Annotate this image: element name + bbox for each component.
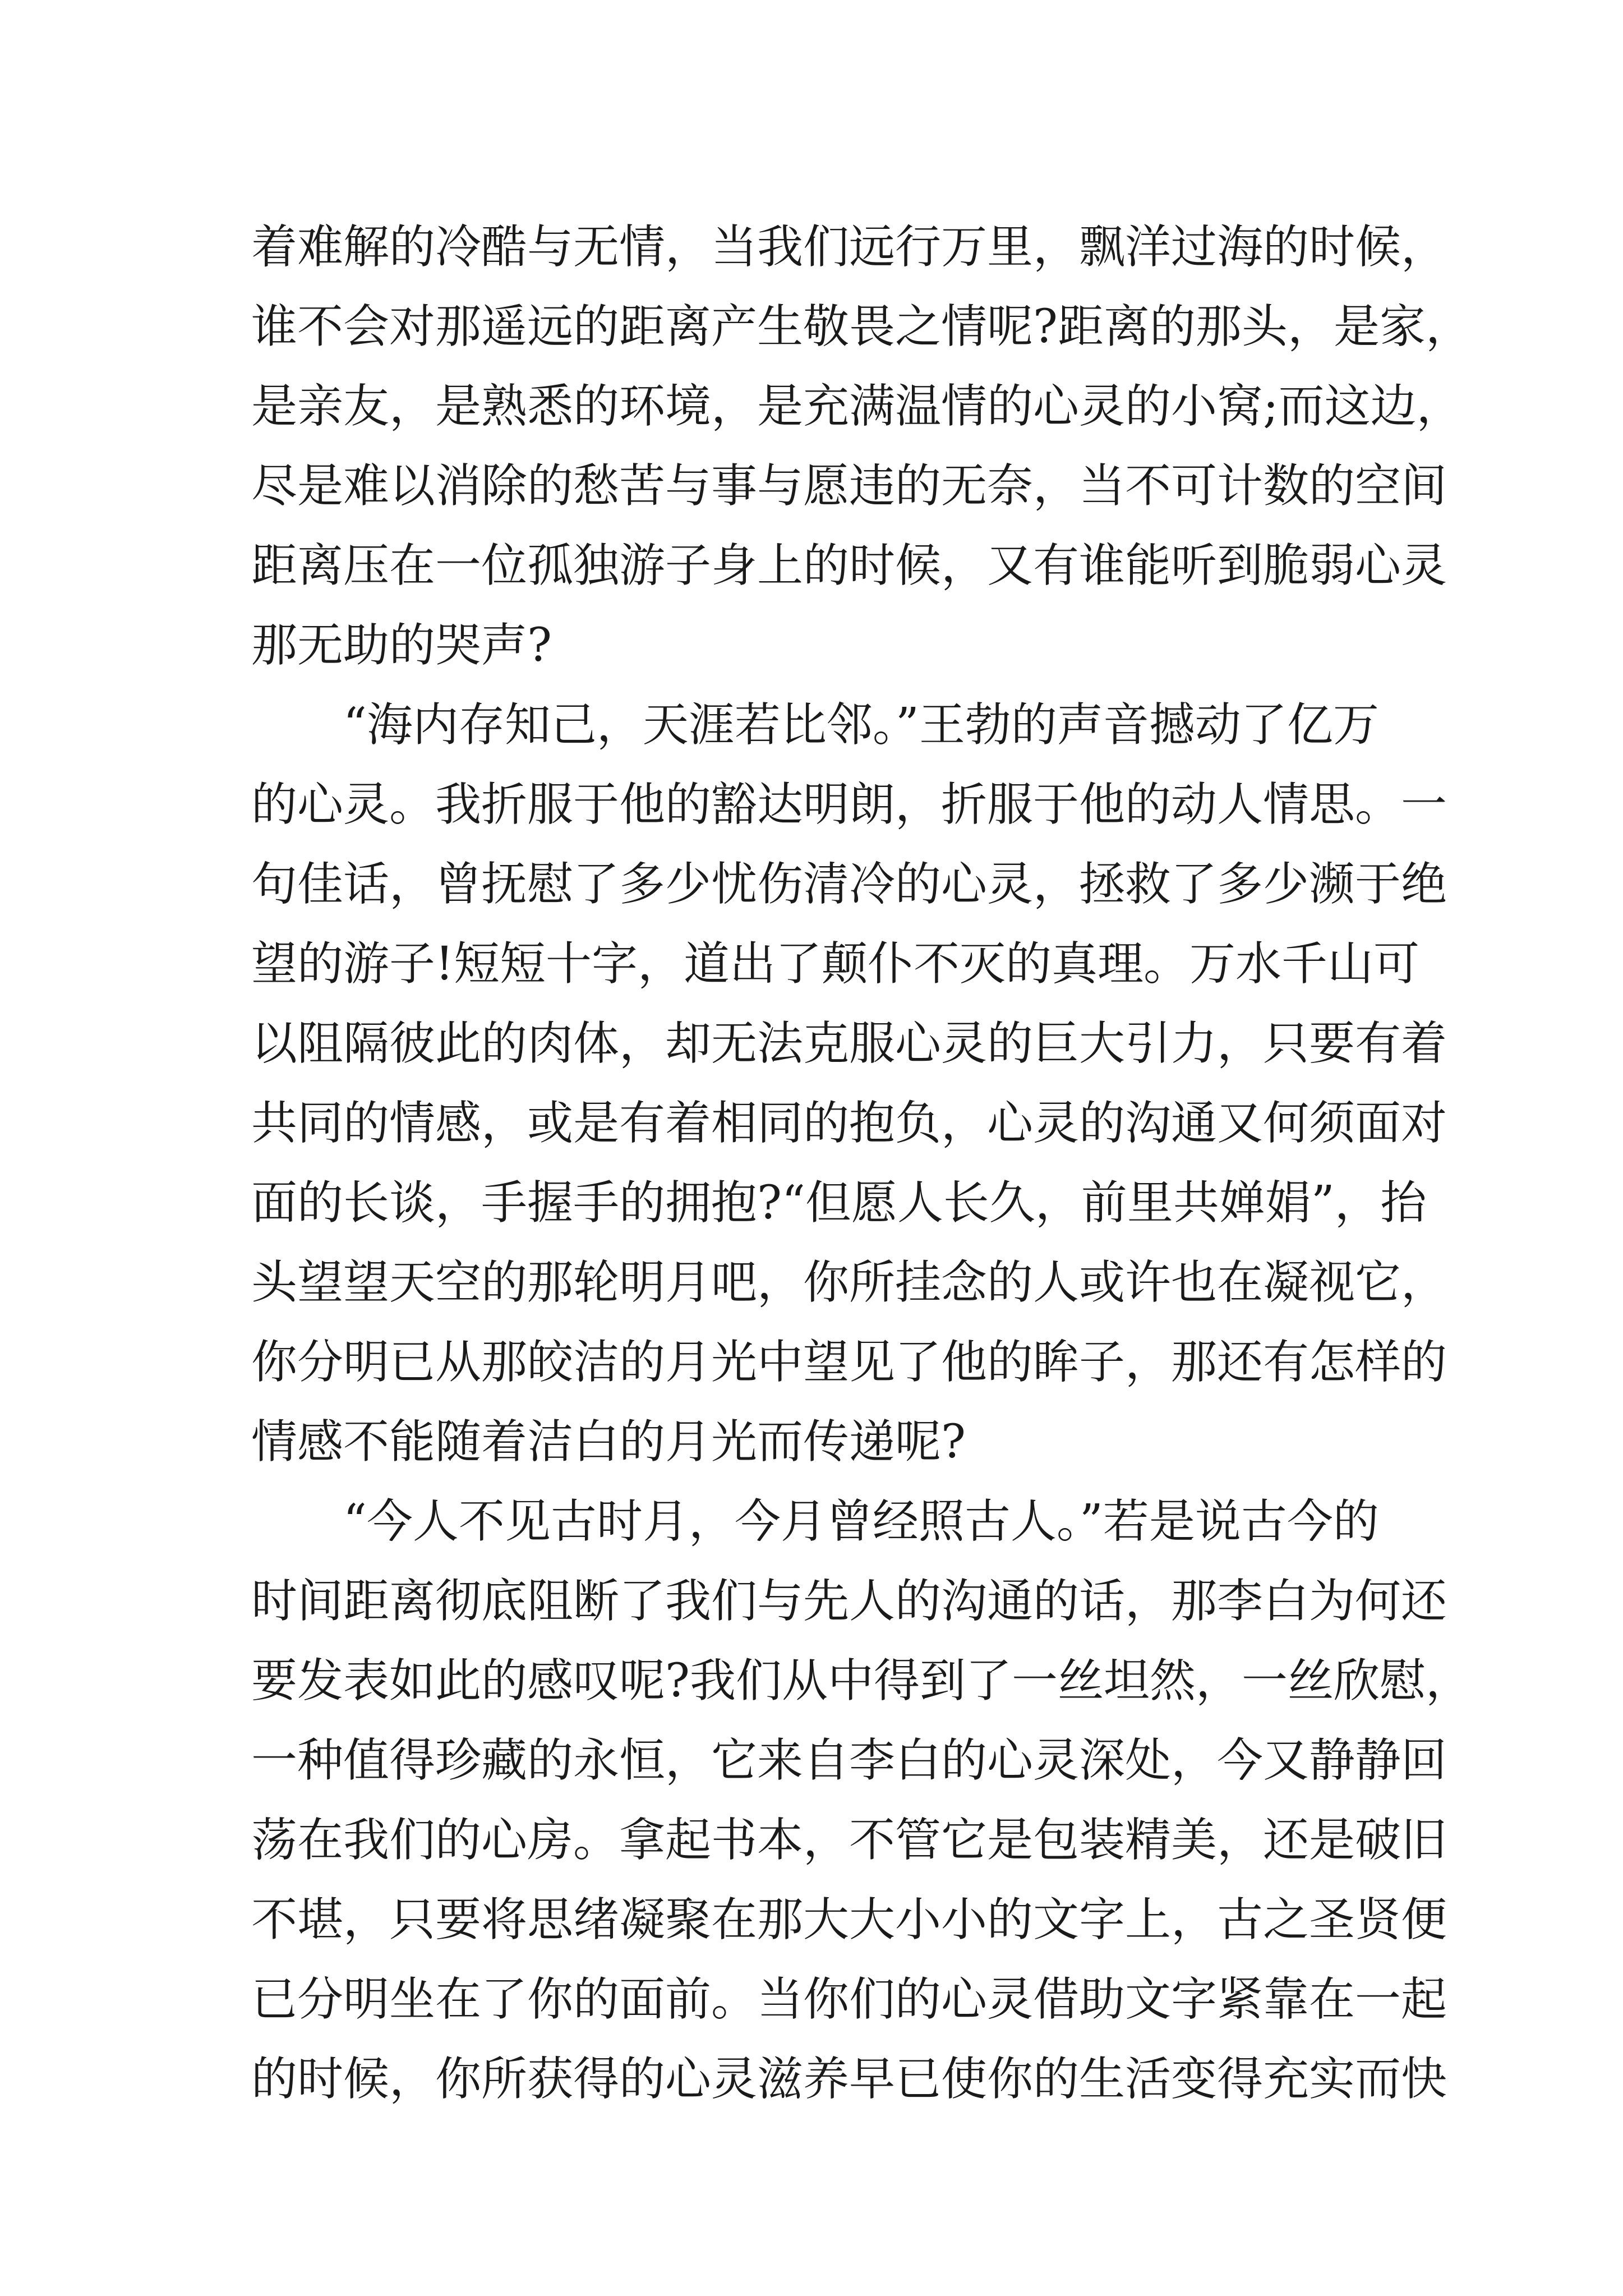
text-line: 已分明坐在了你的面前。当你们的心灵借助文字紧靠在一起: [251, 1973, 1447, 2026]
text-line: 句佳话，曾抚慰了多少忧伤清冷的心灵，拯救了多少濒于绝: [251, 858, 1447, 911]
text-line: 头望望天空的那轮明月吧，你所挂念的人或许也在凝视它，: [251, 1256, 1447, 1309]
text-line: 荡在我们的心房。拿起书本，不管它是包装精美，还是破旧: [251, 1814, 1447, 1867]
text-line: 以阻隔彼此的肉体，却无法克服心灵的巨大引力，只要有着: [251, 1017, 1447, 1070]
text-line: 要发表如此的感叹呢?我们从中得到了一丝坦然，一丝欣慰，: [251, 1654, 1472, 1708]
text-line: 那无助的哭声?: [251, 619, 552, 672]
text-line: 不堪，只要将思绪凝聚在那大大小小的文字上，古之圣贤便: [251, 1893, 1447, 1947]
text-line: 谁不会对那遥远的距离产生敬畏之情呢?距离的那头，是家，: [251, 300, 1472, 353]
text-line: 共同的情感，或是有着相同的抱负，心灵的沟通又何须面对: [251, 1097, 1447, 1150]
text-line: 是亲友，是熟悉的环境，是充满温情的心灵的小窝;而这边，: [251, 380, 1463, 433]
text-line: 面的长谈，手握手的拥抱?“但愿人长久，前里共婵娟”，抬: [251, 1176, 1427, 1230]
text-line: 望的游子!短短十字，道出了颠仆不灭的真理。万水千山可: [251, 937, 1419, 991]
text-line: “海内存知己，天涯若比邻。”王勃的声音撼动了亿万: [343, 698, 1379, 752]
text-line: 着难解的冷酷与无情，当我们远行万里，飘洋过海的时候，: [251, 220, 1447, 274]
text-line: 的时候，你所获得的心灵滋养早已使你的生活变得充实而快: [251, 2053, 1447, 2106]
text-line: 的心灵。我折服于他的豁达明朗，折服于他的动人情思。一: [251, 778, 1447, 831]
text-line: 时间距离彻底阻断了我们与先人的沟通的话，那李白为何还: [251, 1575, 1447, 1628]
text-line: 情感不能随着洁白的月光而传递呢?: [251, 1415, 966, 1469]
body-text: [251, 208, 1472, 2119]
text-line: 一种值得珍藏的永恒，它来自李白的心灵深处，今又静静回: [251, 1734, 1447, 1787]
text-line: 你分明已从那皎洁的月光中望见了他的眸子，那还有怎样的: [251, 1336, 1447, 1389]
text-line: 距离压在一位孤独游子身上的时候，又有谁能听到脆弱心灵: [251, 539, 1447, 592]
text-line: 尽是难以消除的愁苦与事与愿违的无奈，当不可计数的空间: [251, 459, 1447, 513]
text-line: “今人不见古时月，今月曾经照古人。”若是说古今的: [343, 1495, 1379, 1548]
